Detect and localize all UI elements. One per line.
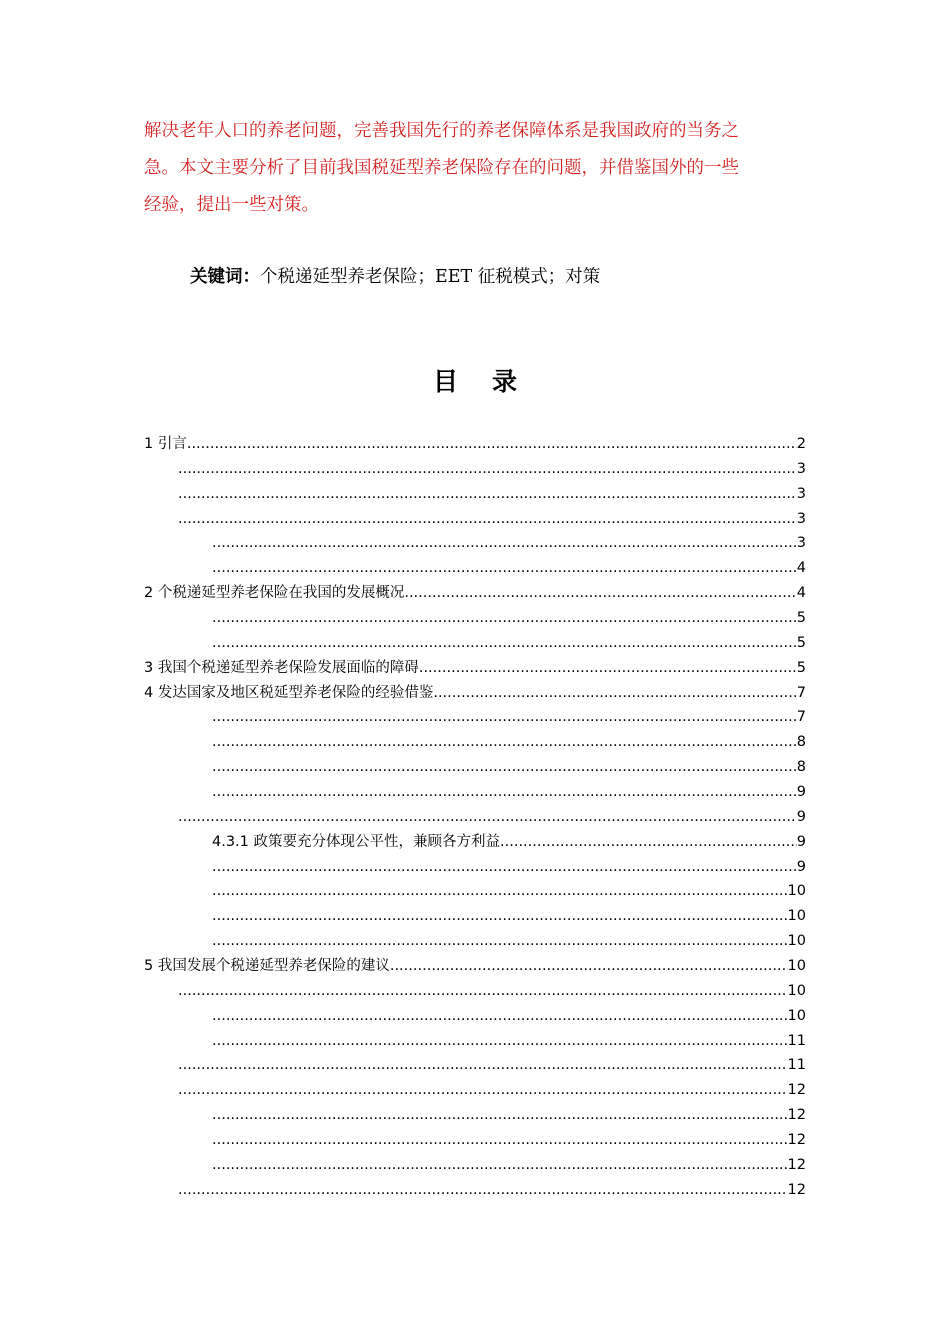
toc-entry-page: 3 xyxy=(796,535,806,552)
toc-entry[interactable] xyxy=(144,631,806,656)
toc-entry[interactable] xyxy=(144,1153,806,1178)
toc-dot-leader xyxy=(212,1153,788,1178)
toc-entry-page: 10 xyxy=(787,933,806,950)
toc-entry[interactable] xyxy=(144,1103,806,1128)
toc-dot-leader xyxy=(212,531,797,556)
toc-entry[interactable] xyxy=(144,656,806,681)
toc-entry[interactable] xyxy=(144,879,806,904)
keywords-label: 关键词： xyxy=(190,267,260,287)
toc-entry-label: 4 发达国家及地区税延型养老保险的经验借鉴 xyxy=(144,684,434,701)
toc-entry-page: 9 xyxy=(796,784,806,801)
toc-entry[interactable] xyxy=(144,1029,806,1054)
toc-dot-leader xyxy=(500,830,797,855)
toc-dot-leader xyxy=(212,879,788,904)
toc-entry[interactable] xyxy=(144,1078,806,1103)
toc-dot-leader xyxy=(404,581,796,606)
toc-entry-page: 12 xyxy=(787,1132,806,1149)
toc-dot-leader xyxy=(212,606,797,631)
toc-entry-page: 5 xyxy=(796,610,806,627)
keywords-value: 个税递延型养老保险；EET 征税模式；对策 xyxy=(260,267,601,287)
toc-entry-page: 2 xyxy=(796,436,806,452)
toc-entry[interactable] xyxy=(144,730,806,755)
toc-entry-page: 12 xyxy=(787,1156,806,1173)
toc-entry-page: 9 xyxy=(796,808,806,825)
toc-dot-leader xyxy=(178,457,797,482)
toc-entry-page: 9 xyxy=(796,833,806,850)
toc-entry-label: 2 个税递延型养老保险在我国的发展概况 xyxy=(144,585,405,602)
abstract-line: 解决老年人口的养老问题，完善我国先行的养老保障体系是我国政府的当务之 xyxy=(144,121,739,141)
toc-dot-leader xyxy=(178,1053,788,1078)
toc-dot-leader xyxy=(433,681,796,706)
toc-entry-page: 7 xyxy=(796,709,806,726)
toc-entry[interactable] xyxy=(144,1128,806,1153)
toc-entry-page: 12 xyxy=(787,1181,806,1198)
toc-entry-page: 10 xyxy=(787,908,806,925)
abstract-text xyxy=(144,113,808,224)
toc-entry-page: 10 xyxy=(787,883,806,900)
table-of-contents xyxy=(144,432,806,1203)
toc-dot-leader xyxy=(419,656,797,681)
toc-dot-leader xyxy=(212,556,797,581)
toc-entry-page: 8 xyxy=(796,734,806,751)
toc-entry[interactable] xyxy=(144,482,806,507)
toc-entry[interactable] xyxy=(144,830,806,855)
toc-entry[interactable] xyxy=(144,1053,806,1078)
toc-entry-page: 10 xyxy=(787,958,806,975)
toc-dot-leader xyxy=(178,979,788,1004)
toc-entry[interactable] xyxy=(144,531,806,556)
toc-dot-leader xyxy=(212,904,788,929)
toc-dot-leader xyxy=(212,755,797,780)
toc-entry-page: 4 xyxy=(796,560,806,577)
toc-entry-page: 3 xyxy=(796,510,806,527)
toc-dot-leader xyxy=(212,780,797,805)
toc-dot-leader xyxy=(212,631,797,656)
toc-entry-label: 3 我国个税递延型养老保险发展面临的障碍 xyxy=(144,659,419,676)
toc-dot-leader xyxy=(212,705,797,730)
toc-dot-leader xyxy=(212,855,797,880)
toc-entry-page: 8 xyxy=(796,759,806,776)
toc-entry-page: 11 xyxy=(787,1032,806,1049)
toc-entry[interactable] xyxy=(144,606,806,631)
toc-entry-page: 4 xyxy=(796,585,806,602)
toc-dot-leader xyxy=(178,1078,788,1103)
toc-entry[interactable] xyxy=(144,457,806,482)
toc-dot-leader xyxy=(178,507,797,532)
toc-title: 目录 xyxy=(432,367,551,396)
toc-entry[interactable] xyxy=(144,432,806,457)
toc-dot-leader xyxy=(212,1103,788,1128)
toc-entry[interactable] xyxy=(144,780,806,805)
toc-dot-leader xyxy=(212,1004,788,1029)
toc-entry-page: 3 xyxy=(796,485,806,502)
toc-entry[interactable] xyxy=(144,979,806,1004)
toc-entry-label: 4.3.1 政策要充分体现公平性，兼顾各方利益 xyxy=(212,833,501,850)
toc-entry[interactable] xyxy=(144,556,806,581)
toc-entry[interactable] xyxy=(144,904,806,929)
toc-entry-page: 12 xyxy=(787,1082,806,1099)
toc-dot-leader xyxy=(212,1128,788,1153)
toc-entry[interactable] xyxy=(144,929,806,954)
abstract-line: 经验，提出一些对策。 xyxy=(144,195,319,215)
toc-entry-page: 11 xyxy=(787,1057,806,1074)
toc-dot-leader xyxy=(212,929,788,954)
toc-dot-leader xyxy=(212,1029,788,1054)
toc-dot-leader xyxy=(178,805,797,830)
toc-entry[interactable] xyxy=(144,954,806,979)
toc-entry-page: 5 xyxy=(796,659,806,676)
toc-entry[interactable] xyxy=(144,1004,806,1029)
toc-entry-page: 12 xyxy=(787,1107,806,1124)
toc-dot-leader xyxy=(212,730,797,755)
toc-entry[interactable] xyxy=(144,755,806,780)
keywords xyxy=(190,263,600,291)
toc-dot-leader xyxy=(178,1178,788,1203)
toc-entry[interactable] xyxy=(144,1178,806,1203)
toc-entry-page: 7 xyxy=(796,684,806,701)
toc-entry-label: 1 引言 xyxy=(144,436,187,452)
toc-entry-page: 10 xyxy=(787,982,806,999)
toc-entry[interactable] xyxy=(144,507,806,532)
toc-entry-label: 5 我国发展个税递延型养老保险的建议 xyxy=(144,958,390,975)
toc-dot-leader xyxy=(187,432,797,457)
toc-entry[interactable] xyxy=(144,705,806,730)
toc-entry[interactable] xyxy=(144,805,806,830)
toc-entry[interactable] xyxy=(144,855,806,880)
toc-dot-leader xyxy=(178,482,797,507)
toc-entry-page: 3 xyxy=(796,460,806,477)
toc-entry-page: 5 xyxy=(796,634,806,651)
toc-entry[interactable] xyxy=(144,581,806,606)
toc-entry[interactable] xyxy=(144,681,806,706)
abstract-line: 急。本文主要分析了目前我国税延型养老保险存在的问题，并借鉴国外的一些 xyxy=(144,158,739,178)
toc-entry-page: 10 xyxy=(787,1007,806,1024)
toc-entry-page: 9 xyxy=(796,858,806,875)
toc-dot-leader xyxy=(390,954,788,979)
